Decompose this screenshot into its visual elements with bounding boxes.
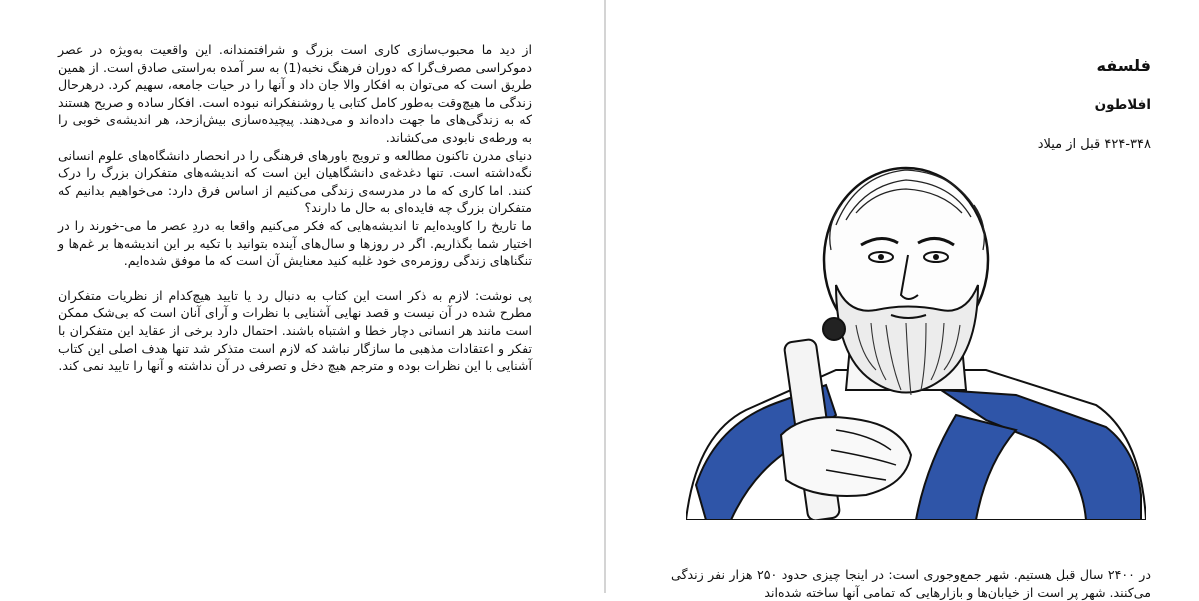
paragraph-3: ما تاریخ را کاویده‌ایم تا اندیشه‌هایی که فکر می‌کنیم واقعا به دردِ عصر ما می-خورند را در اختیار شما بگذاریم. اگر در روزها و سال‌های آینده بتوانید با تکیه بر این اندیشه‌ها بر غم‌ها و تنگناهای زندگی روزمره‌ی خود غلبه کنید معنایش آن است که ما موفق شده‌ایم. xyxy=(58,217,532,269)
plato-portrait-image xyxy=(686,165,1146,520)
intro-text xyxy=(58,41,532,375)
philosopher-name: افلاطون xyxy=(1094,97,1151,113)
footnote-paragraph: پی نوشت: لازم به ذکر است این کتاب به دنبال رد یا تایید هیچ‌کدام از نظریات متفکران مطرح شده در آن نیست و قصد نهایی آشنایی با نظرات و آرای آنان است که بی‌شک ممکن است مانند هر انسانی دچار خطا و اشتباه باشند. احتمال دارد برخی از عقاید این متفکران با تفکر و اعتقادات مذهبی ما سازگار نباشد که لازم است متذکر شد تنها هدف اصلی این کتاب آشنایی با این نظرات بوده و مترجم هیچ دخل و تصرفی در آن نداشته و آنها را تایید نمی کند. xyxy=(58,287,532,374)
paragraph-1: از دید ما محبوب‌سازی کاری است بزرگ و شرافتمندانه. این واقعیت به‌ویژه در عصر دموکراسی مصرف‌گرا که دوران فرهنگ نخبه(1) به سر آمده به‌راستی صادق است. از همین طریق است که می‌توان به افکار والا جان داد و آنها را در حیات جامعه، سهیم کرد. درهرحال زندگی ما هیچ‌وقت به‌طور کامل کتابی یا روشنفکرانه نبوده است. افکار ساده و صریح هستند که به زندگی‌های ما جهت داده‌اند و می‌دهند. پیچیده‌سازی بیش‌ازحد، هر اندیشه‌ی خوبی را به ورطه‌ی نابودی می‌کشاند. xyxy=(58,42,533,145)
chapter-title: فلسفه xyxy=(1096,56,1151,75)
left-page xyxy=(0,0,604,593)
paragraph-gap xyxy=(58,270,532,287)
scroll-knob xyxy=(823,318,845,340)
right-page xyxy=(606,0,1199,600)
philosopher-dates: ۴۲۴-۳۴۸ قبل از میلاد xyxy=(1037,137,1151,152)
paragraph-2: دنیای مدرن تاکنون مطالعه و ترویج باورهای فرهنگی را در انحصار دانشگاه‌های علوم انسانی نگه‌داشته است. تنها دغدغه‌ی دانشگاهیان این است که اندیشه‌های متفکران بزرگ را درک کنند. اما کاری که ما در مدرسه‌ی زندگی می‌کنیم از اساس فرق دارد: می‌خواهیم بدانیم که متفکران بزرگ چه فایده‌ای به حال ما دارند؟ xyxy=(58,147,532,216)
bottom-paragraph: در ۲۴۰۰ سال قبل هستیم. شهر جمع‌وجوری است: در اینجا چیزی حدود ۲۵۰ هزار نفر زندگی می‌کنند. شهر پر است از خیابان‌ها و بازارهایی که تمامی آنها ساخته شده‌اند xyxy=(671,567,1151,600)
